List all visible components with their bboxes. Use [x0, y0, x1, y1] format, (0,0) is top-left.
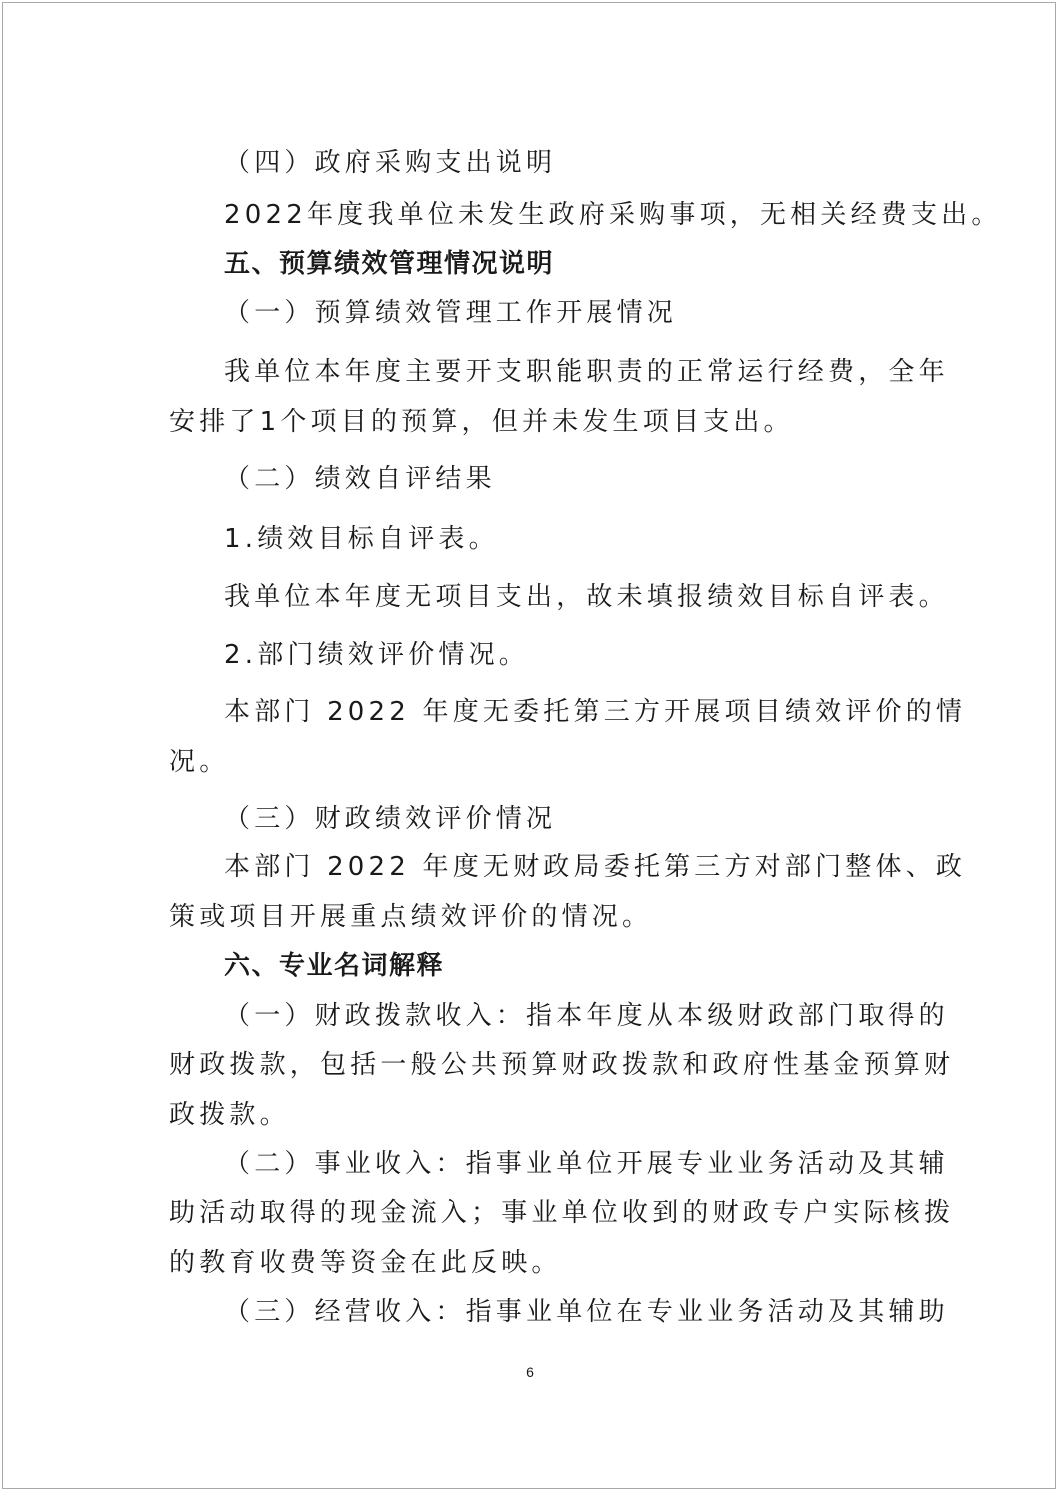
paragraph-line: 我单位本年度主要开支职能职责的正常运行经费，全年 — [224, 357, 949, 387]
paragraph-line: （一）财政拨款收入：指本年度从本级财政部门取得的 — [224, 1001, 949, 1031]
paragraph-line: 况。 — [169, 747, 230, 777]
paragraph-line: 的教育收费等资金在此反映。 — [169, 1248, 562, 1278]
paragraph-line: 策或项目开展重点绩效评价的情况。 — [169, 902, 653, 932]
subheading-performance-work: （一）预算绩效管理工作开展情况 — [224, 298, 678, 328]
page-number: 6 — [526, 1364, 534, 1380]
paragraph-line: 财政拨款，包括一般公共预算财政拨款和政府性基金预算财 — [169, 1050, 955, 1080]
paragraph-line: 本部门 2022 年度无委托第三方开展项目绩效评价的情 — [224, 697, 967, 727]
paragraph-line: 我单位本年度无项目支出，故未填报绩效目标自评表。 — [224, 582, 949, 612]
paragraph-line: （二）事业收入：指事业单位开展专业业务活动及其辅 — [224, 1149, 949, 1179]
list-item-2: 2.部门绩效评价情况。 — [224, 640, 530, 670]
paragraph-line: 助活动取得的现金流入；事业单位收到的财政专户实际核拨 — [169, 1198, 955, 1228]
subheading-self-evaluation: （二）绩效自评结果 — [224, 464, 496, 494]
paragraph-line: 政拨款。 — [169, 1100, 290, 1130]
document-page — [2, 2, 1056, 1489]
subheading-fiscal-evaluation: （三）财政绩效评价情况 — [224, 804, 557, 834]
section-heading-performance: 五、预算绩效管理情况说明 — [224, 249, 555, 279]
paragraph-line: （三）经营收入：指事业单位在专业业务活动及其辅助 — [224, 1297, 949, 1327]
subheading-government-procurement: （四）政府采购支出说明 — [224, 148, 557, 178]
section-heading-glossary: 六、专业名词解释 — [224, 951, 445, 981]
paragraph-line: 安排了1个项目的预算，但并未发生项目支出。 — [169, 407, 794, 437]
paragraph-line: 本部门 2022 年度无财政局委托第三方对部门整体、政 — [224, 852, 967, 882]
paragraph-line: 2022年度我单位未发生政府采购事项，无相关经费支出。 — [224, 200, 1002, 230]
list-item-1: 1.绩效目标自评表。 — [224, 524, 499, 554]
